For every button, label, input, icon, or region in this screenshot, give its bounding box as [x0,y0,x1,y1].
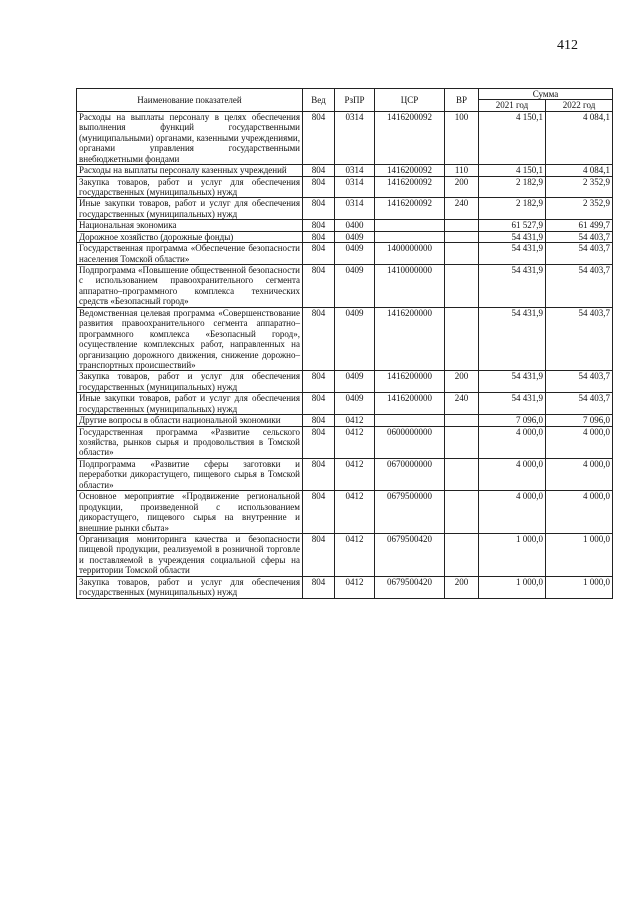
cell-ved: 804 [303,111,335,164]
cell-csr [375,415,445,426]
cell-y2022: 54 403,7 [546,393,613,415]
cell-vr [445,533,479,576]
cell-y2022: 4 084,1 [546,165,613,176]
table-row [77,576,613,598]
cell-y2022: 54 403,7 [546,371,613,393]
header-year-2021: 2021 год [479,100,546,111]
cell-y2022: 54 403,7 [546,243,613,265]
cell-csr: 0670000000 [375,458,445,490]
cell-csr [375,231,445,242]
cell-rzpr: 0412 [335,576,375,598]
cell-csr: 0679500420 [375,533,445,576]
cell-name: Закупка товаров, работ и услуг для обеспечения государственных (муниципальных) нужд [77,371,303,393]
cell-name: Ведомственная целевая программа «Совершенствование развития правоохранительного сегмента аппаратно–программного комплекса «Безопасный город», осуществление комплексных работ, направленных на организацию дорожного движения, снижение дорожно–транспортных происшествий» [77,307,303,371]
cell-vr: 240 [445,198,479,220]
cell-vr [445,265,479,308]
cell-y2022: 4 000,0 [546,491,613,534]
cell-vr [445,231,479,242]
header-rzpr: РзПР [335,89,375,112]
cell-ved: 804 [303,426,335,458]
table-row [77,231,613,242]
table-row [77,265,613,308]
table-row [77,176,613,198]
budget-table [76,88,613,599]
cell-y2021: 1 000,0 [479,533,546,576]
cell-ved: 804 [303,243,335,265]
cell-y2021: 1 000,0 [479,576,546,598]
cell-vr [445,426,479,458]
cell-name: Подпрограмма «Развитие сферы заготовки и переработки дикорастущего, пищевого сырья в Томской области» [77,458,303,490]
cell-rzpr: 0412 [335,533,375,576]
cell-csr: 1410000000 [375,265,445,308]
cell-y2021: 54 431,9 [479,371,546,393]
cell-vr [445,415,479,426]
cell-vr [445,491,479,534]
cell-rzpr: 0412 [335,458,375,490]
cell-y2021: 4 000,0 [479,426,546,458]
cell-y2022: 4 000,0 [546,458,613,490]
cell-ved: 804 [303,491,335,534]
cell-y2022: 4 000,0 [546,426,613,458]
cell-ved: 804 [303,307,335,371]
cell-y2022: 4 084,1 [546,111,613,164]
cell-vr: 110 [445,165,479,176]
cell-y2022: 2 352,9 [546,176,613,198]
cell-ved: 804 [303,220,335,231]
cell-name: Основное мероприятие «Продвижение региональной продукции, произведенной с использованием дикорастущего, пищевого сырья на внутренние и внешние рынки сбыта» [77,491,303,534]
cell-vr: 240 [445,393,479,415]
cell-y2021: 54 431,9 [479,265,546,308]
cell-y2021: 2 182,9 [479,176,546,198]
cell-name: Закупка товаров, работ и услуг для обеспечения государственных (муниципальных) нужд [77,176,303,198]
table-row [77,111,613,164]
cell-ved: 804 [303,165,335,176]
cell-name: Расходы на выплаты персоналу в целях обеспечения выполнения функций государственными (муниципальными) органами, казенными учреждениями, органами управления государственными внебюджетными фондами [77,111,303,164]
header-vr: ВР [445,89,479,112]
table-row [77,458,613,490]
cell-csr: 1416200000 [375,371,445,393]
cell-y2021: 54 431,9 [479,231,546,242]
cell-y2021: 54 431,9 [479,243,546,265]
cell-rzpr: 0314 [335,111,375,164]
cell-csr: 1416200092 [375,198,445,220]
cell-rzpr: 0314 [335,176,375,198]
cell-name: Дорожное хозяйство (дорожные фонды) [77,231,303,242]
cell-vr: 200 [445,176,479,198]
cell-vr: 200 [445,576,479,598]
header-year-2022: 2022 год [546,100,613,111]
table-row [77,243,613,265]
table-row [77,415,613,426]
cell-y2021: 4 150,1 [479,165,546,176]
cell-y2021: 4 000,0 [479,491,546,534]
cell-y2021: 61 527,9 [479,220,546,231]
cell-name: Закупка товаров, работ и услуг для обеспечения государственных (муниципальных) нужд [77,576,303,598]
cell-ved: 804 [303,458,335,490]
cell-csr: 0679500000 [375,491,445,534]
header-name: Наименование показателей [77,89,303,112]
cell-rzpr: 0409 [335,231,375,242]
table-row [77,491,613,534]
cell-rzpr: 0409 [335,371,375,393]
cell-vr [445,243,479,265]
cell-y2022: 1 000,0 [546,533,613,576]
cell-ved: 804 [303,231,335,242]
cell-ved: 804 [303,393,335,415]
cell-rzpr: 0314 [335,165,375,176]
page-number: 412 [557,38,578,53]
cell-csr: 1416200000 [375,393,445,415]
cell-name: Иные закупки товаров, работ и услуг для обеспечения государственных (муниципальных) нужд [77,198,303,220]
cell-y2022: 1 000,0 [546,576,613,598]
cell-ved: 804 [303,415,335,426]
cell-rzpr: 0314 [335,198,375,220]
cell-y2021: 4 150,1 [479,111,546,164]
cell-ved: 804 [303,265,335,308]
cell-ved: 804 [303,371,335,393]
cell-y2021: 7 096,0 [479,415,546,426]
header-sum: Сумма [479,89,613,100]
cell-rzpr: 0412 [335,491,375,534]
cell-ved: 804 [303,576,335,598]
cell-y2022: 54 403,7 [546,265,613,308]
header-ved: Вед [303,89,335,112]
cell-y2021: 2 182,9 [479,198,546,220]
table-row [77,393,613,415]
cell-csr: 0679500420 [375,576,445,598]
table-row [77,307,613,371]
cell-name: Национальная экономика [77,220,303,231]
cell-rzpr: 0412 [335,415,375,426]
cell-vr: 100 [445,111,479,164]
cell-name: Организация мониторинга качества и безопасности пищевой продукции, реализуемой в розничной торговле и поставляемой в учреждения социальной сферы на территории Томской области [77,533,303,576]
table-row [77,165,613,176]
table-row [77,426,613,458]
cell-y2021: 54 431,9 [479,307,546,371]
table-row [77,220,613,231]
cell-csr: 0600000000 [375,426,445,458]
cell-vr [445,458,479,490]
cell-name: Государственная программа «Развитие сельского хозяйства, рынков сырья и продовольствия в Томской области» [77,426,303,458]
cell-y2021: 54 431,9 [479,393,546,415]
cell-vr [445,307,479,371]
cell-y2022: 54 403,7 [546,307,613,371]
cell-rzpr: 0409 [335,307,375,371]
cell-y2022: 54 403,7 [546,231,613,242]
cell-name: Расходы на выплаты персоналу казенных учреждений [77,165,303,176]
header-csr: ЦСР [375,89,445,112]
cell-csr: 1416200092 [375,165,445,176]
cell-y2021: 4 000,0 [479,458,546,490]
cell-csr: 1416200092 [375,176,445,198]
cell-y2022: 61 499,7 [546,220,613,231]
cell-rzpr: 0412 [335,426,375,458]
cell-rzpr: 0400 [335,220,375,231]
cell-csr [375,220,445,231]
cell-name: Государственная программа «Обеспечение безопасности населения Томской области» [77,243,303,265]
cell-y2022: 2 352,9 [546,198,613,220]
cell-csr: 1416200092 [375,111,445,164]
table-row [77,533,613,576]
cell-y2022: 7 096,0 [546,415,613,426]
cell-rzpr: 0409 [335,243,375,265]
cell-csr: 1416200000 [375,307,445,371]
cell-csr: 1400000000 [375,243,445,265]
cell-ved: 804 [303,198,335,220]
cell-name: Другие вопросы в области национальной экономики [77,415,303,426]
cell-ved: 804 [303,176,335,198]
table-row [77,198,613,220]
cell-ved: 804 [303,533,335,576]
budget-table-body [77,111,613,598]
cell-rzpr: 0409 [335,393,375,415]
cell-vr [445,220,479,231]
cell-vr: 200 [445,371,479,393]
cell-rzpr: 0409 [335,265,375,308]
cell-name: Подпрограмма «Повышение общественной безопасности с использованием правоохранительного сегмента аппаратно–программного комплекса технических средств «Безопасный город» [77,265,303,308]
cell-name: Иные закупки товаров, работ и услуг для обеспечения государственных (муниципальных) нужд [77,393,303,415]
table-row [77,371,613,393]
